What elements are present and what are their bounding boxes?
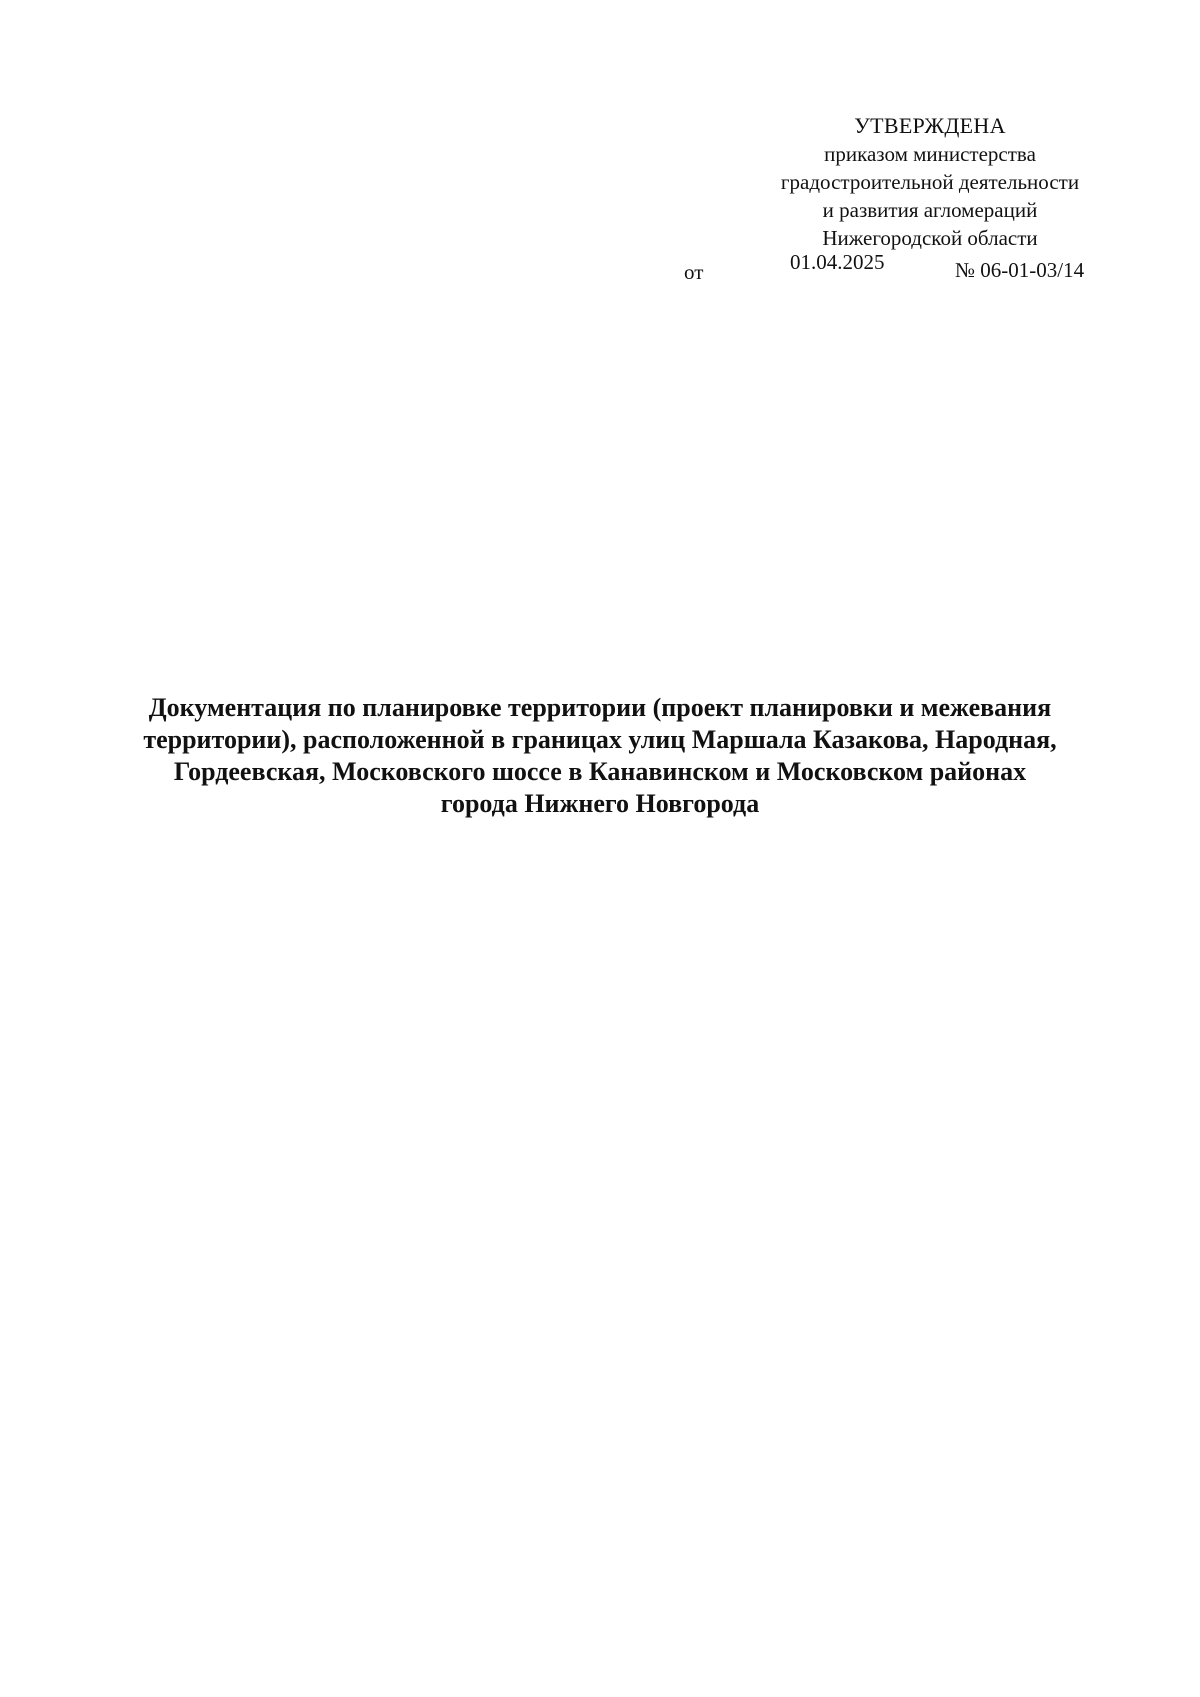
order-number: № 06-01-03/14 bbox=[955, 258, 1085, 282]
order-details bbox=[0, 250, 1200, 284]
order-date: 01.04.2025 bbox=[790, 250, 885, 274]
order-date-prefix: от bbox=[684, 260, 704, 284]
approval-title: УТВЕРЖДЕНА bbox=[854, 113, 1006, 138]
document-title-line: города Нижнего Новгорода bbox=[440, 789, 760, 818]
approval-stamp bbox=[700, 112, 1160, 252]
approval-line: Нижегородской области bbox=[822, 226, 1038, 250]
document-title bbox=[100, 692, 1100, 820]
approval-line: и развития агломераций bbox=[822, 198, 1038, 222]
document-title-line: Гордеевская, Московского шоссе в Канавинском и Московском районах bbox=[173, 757, 1027, 786]
document-title-line: территории), расположенной в границах улиц Маршала Казакова, Народная, bbox=[143, 725, 1057, 754]
approval-line: приказом министерства bbox=[824, 142, 1036, 166]
approval-line: градостроительной деятельности bbox=[780, 170, 1080, 194]
document-title-line: Документация по планировке территории (проект планировки и межевания bbox=[148, 693, 1052, 722]
